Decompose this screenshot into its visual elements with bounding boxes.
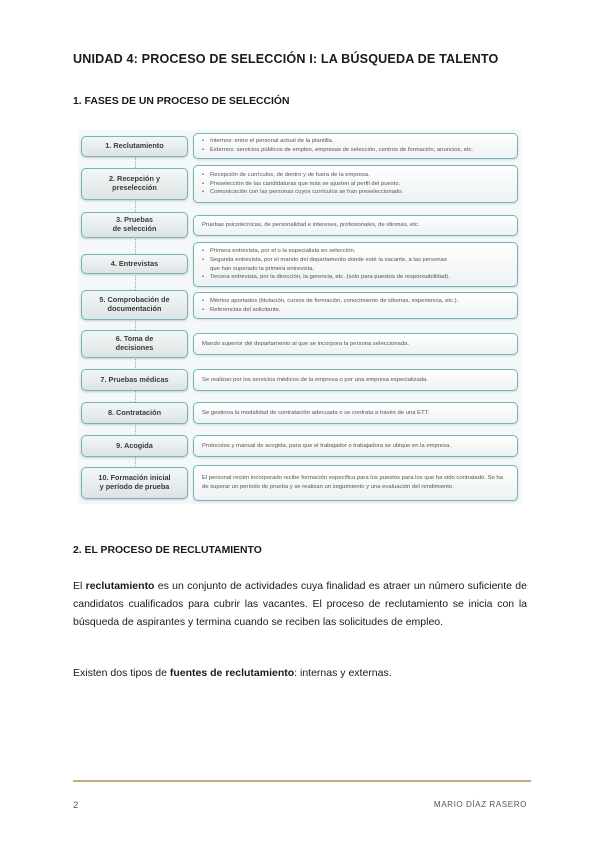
diagram-row-2 bbox=[78, 165, 522, 203]
phase-desc-7 bbox=[193, 369, 518, 391]
phase-box-8: 8. Contratación bbox=[81, 402, 188, 424]
phase-box-2: 2. Recepción y preselección bbox=[81, 168, 188, 200]
desc-item: • Primera entrevista, por el o la especialista en selección. bbox=[202, 247, 511, 256]
footer-rule bbox=[73, 780, 531, 782]
phase-desc-8 bbox=[193, 402, 518, 424]
phase-box-3: 3. Pruebas de selección bbox=[81, 212, 188, 238]
desc-item: • Comunicación con las personas cuyos currículos se han preseleccionado. bbox=[202, 188, 511, 197]
section-title-reclutamiento: 2. EL PROCESO DE RECLUTAMIENTO bbox=[73, 545, 262, 556]
term-fuentes: fuentes de reclutamiento bbox=[169, 667, 295, 679]
phase-desc-1 bbox=[193, 133, 518, 159]
desc-item: • Méritos aportados (titulación, cursos de formación, conocimiento de idiomas, experiencia, etc.). bbox=[202, 297, 511, 306]
paragraph-reclutamiento bbox=[73, 577, 527, 632]
desc-item: • Segunda entrevista, por el mando del departamento donde esté la vacante, a las personas bbox=[202, 256, 511, 265]
diagram-row-1 bbox=[78, 133, 522, 159]
phase-desc-10 bbox=[193, 465, 518, 501]
paragraph-text: : internas y externas. bbox=[294, 667, 392, 679]
desc-item: • Recepción de currículos, de dentro y de fuera de la empresa. bbox=[202, 171, 511, 180]
phase-desc-2 bbox=[193, 165, 518, 203]
desc-text: Se gestiona la modalidad de contratación adecuada o se contrata a través de una ETT. bbox=[202, 409, 430, 416]
phase-box-7: 7. Pruebas médicas bbox=[81, 369, 188, 391]
diagram-row-8 bbox=[78, 402, 522, 424]
paragraph-text: Existen dos tipos de bbox=[73, 667, 170, 679]
desc-text: El personal recién incorporado recibe formación específica para los puestos para los que ha sido contratado. Se ha de superar un período de prueba y se realizan un seguimiento y una evaluación del rendimiento. bbox=[202, 475, 503, 490]
desc-text: Se realizan por los servicios médicos de la empresa o por una empresa especializada. bbox=[202, 376, 428, 383]
phase-desc-5 bbox=[193, 292, 518, 319]
desc-item: • Externos: servicios públicos de empleo, empresas de selección, centros de formación, anuncios, etc. bbox=[202, 146, 511, 155]
phase-box-9: 9. Acogida bbox=[81, 435, 188, 457]
diagram-row-10 bbox=[78, 465, 522, 501]
phase-desc-3 bbox=[193, 215, 518, 236]
phase-desc-9 bbox=[193, 435, 518, 457]
page-number: 2 bbox=[73, 800, 79, 811]
diagram-row-3 bbox=[78, 212, 522, 238]
author-name: MARIO DÍAZ RASERO bbox=[433, 800, 527, 809]
desc-item: • Preselección de las candidaturas que más se ajusten al perfil del puesto. bbox=[202, 180, 511, 189]
desc-text: Mando superior del departamento al que se incorpora la persona seleccionada. bbox=[202, 340, 409, 347]
desc-item: • Tercera entrevista, por la dirección, la gerencia, etc. (solo para puestos de responsabilidad). bbox=[202, 273, 511, 282]
diagram-row-5 bbox=[78, 290, 522, 320]
phase-box-6: 6. Toma de decisiones bbox=[81, 330, 188, 358]
diagram-row-6 bbox=[78, 330, 522, 358]
phase-box-1: 1. Reclutamiento bbox=[81, 136, 188, 157]
phase-box-10: 10. Formación inicial y período de prueba bbox=[81, 467, 188, 499]
phase-box-5: 5. Comprobación de documentación bbox=[81, 290, 188, 320]
paragraph-fuentes bbox=[73, 664, 527, 682]
desc-text: Protocolos y manual de acogida, para que el trabajador o trabajadora se ubique en la empresa. bbox=[202, 442, 451, 449]
desc-item: • Internos: entre el personal actual de la plantilla. bbox=[202, 137, 511, 146]
desc-item: • Referencias del solicitante. bbox=[202, 306, 511, 315]
phase-box-4: 4. Entrevistas bbox=[81, 254, 188, 274]
section-title-fases: 1. FASES DE UN PROCESO DE SELECCIÓN bbox=[73, 96, 290, 107]
diagram-row-9 bbox=[78, 435, 522, 457]
diagram-row-4 bbox=[78, 242, 522, 287]
desc-item-continuation: que han superado la primera entrevista. bbox=[210, 265, 315, 272]
diagram-row-7 bbox=[78, 369, 522, 391]
paragraph-text: El bbox=[73, 580, 86, 592]
selection-phases-diagram bbox=[78, 130, 522, 504]
phase-desc-6 bbox=[193, 333, 518, 355]
desc-text: Pruebas psicotécnicas, de personalidad e intereses, profesionales, de idiomas, etc. bbox=[202, 222, 420, 229]
unit-title: UNIDAD 4: PROCESO DE SELECCIÓN I: LA BÚSQUEDA DE TALENTO bbox=[73, 52, 499, 66]
phase-desc-4 bbox=[193, 242, 518, 287]
paragraph-text: es un conjunto de actividades cuya finalidad es atraer un número suficiente de candidatos cualificados para cubrir las vacantes. El proceso de reclutamiento se inicia con la búsqueda de aspirantes y termina cuando se reciben las solicitudes de empleo. bbox=[73, 580, 527, 629]
term-reclutamiento: reclutamiento bbox=[85, 580, 155, 592]
